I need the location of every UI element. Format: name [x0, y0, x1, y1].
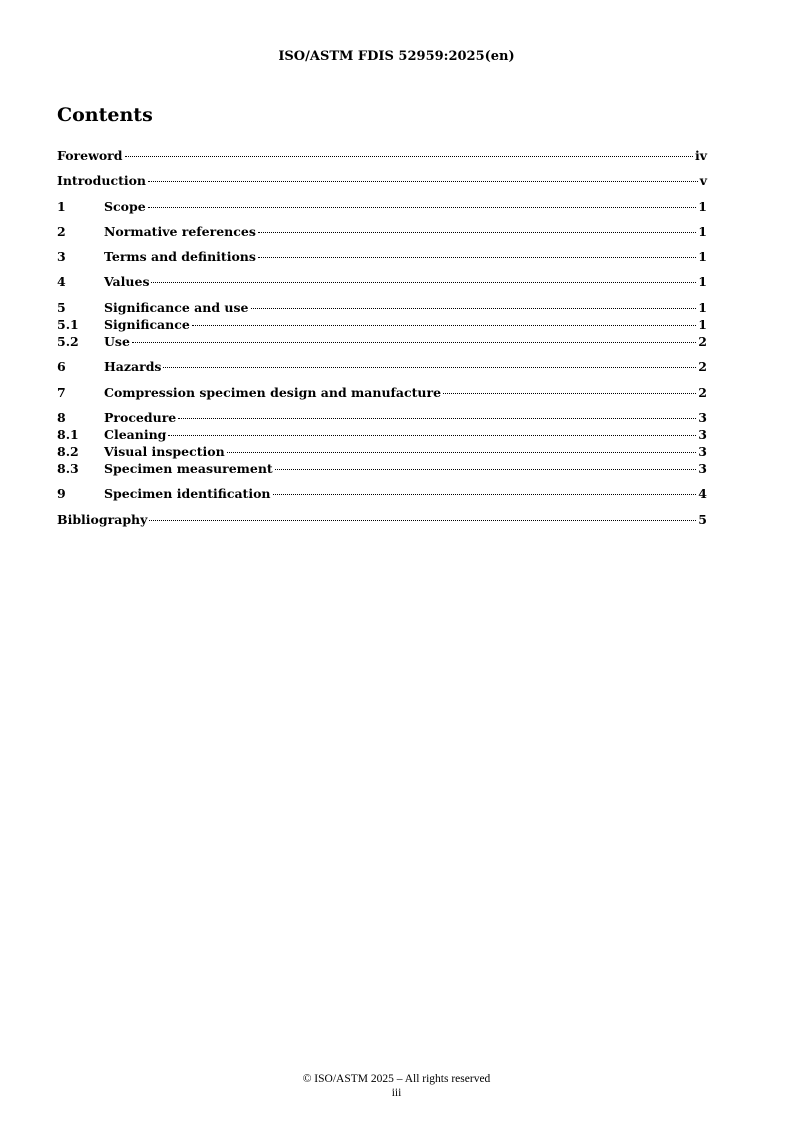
toc-entry-specimen-measurement[interactable]: [57, 460, 707, 477]
toc-entry-significance[interactable]: [57, 316, 707, 333]
toc-leader-dots: [151, 282, 696, 283]
toc-entry-compression-specimen-design[interactable]: [57, 384, 707, 401]
toc-entry-title: Introduction: [57, 173, 147, 188]
toc-entry-number: 2: [57, 224, 66, 239]
toc-entry-bibliography[interactable]: [57, 511, 707, 528]
toc-entry-page: 1: [698, 274, 707, 289]
toc-entry-title: Scope: [104, 199, 146, 214]
toc-entry-values[interactable]: [57, 273, 707, 290]
toc-leader-dots: [178, 418, 696, 419]
toc-entry-page: 1: [698, 317, 707, 332]
toc-entry-title: Normative references: [104, 224, 256, 239]
toc-leader-dots: [163, 367, 696, 368]
toc-entry-scope[interactable]: [57, 198, 707, 215]
toc-entry-title: Foreword: [57, 148, 123, 163]
toc-entry-number: 9: [57, 486, 66, 501]
toc-entry-cleaning[interactable]: [57, 426, 707, 443]
toc-entry-normative-references[interactable]: [57, 223, 707, 240]
toc-entry-number: 5.2: [57, 334, 79, 349]
toc-entry-specimen-identification[interactable]: [57, 485, 707, 502]
toc-entry-page: 3: [698, 427, 707, 442]
toc-entry-page: 5: [698, 512, 707, 527]
toc-entry-title: Specimen measurement: [104, 461, 273, 476]
toc-entry-number: 4: [57, 274, 66, 289]
toc-entry-number: 8: [57, 410, 66, 425]
toc-leader-dots: [275, 469, 697, 470]
toc-entry-page: 1: [698, 199, 707, 214]
toc-leader-dots: [132, 342, 696, 343]
document-header: ISO/ASTM FDIS 52959:2025(en): [278, 49, 515, 64]
toc-leader-dots: [251, 308, 697, 309]
toc-entry-title: Significance and use: [104, 300, 249, 315]
toc-leader-dots: [227, 452, 697, 453]
page-number: iii: [391, 1087, 402, 1099]
toc-leader-dots: [148, 207, 697, 208]
toc-entry-title: Terms and definitions: [104, 249, 256, 264]
toc-entry-hazards[interactable]: [57, 358, 707, 375]
toc-entry-title: Specimen identification: [104, 486, 271, 501]
toc-entry-title: Significance: [104, 317, 190, 332]
toc-leader-dots: [148, 181, 698, 182]
toc-entry-use[interactable]: [57, 333, 707, 350]
toc-entry-number: 8.1: [57, 427, 79, 442]
toc-leader-dots: [258, 232, 696, 233]
toc-entry-visual-inspection[interactable]: [57, 443, 707, 460]
toc-entry-number: 8.3: [57, 461, 79, 476]
toc-entry-page: 1: [698, 224, 707, 239]
toc-entry-number: 1: [57, 199, 66, 214]
toc-entry-number: 3: [57, 249, 66, 264]
page-footer: [0, 1072, 793, 1100]
toc-entry-significance-and-use[interactable]: [57, 299, 707, 316]
toc-entry-title: Values: [104, 274, 150, 289]
toc-entry-number: 8.2: [57, 444, 79, 459]
toc-leader-dots: [168, 435, 696, 436]
toc-leader-dots: [443, 393, 696, 394]
toc-leader-dots: [125, 156, 693, 157]
toc-leader-dots: [258, 257, 696, 258]
toc-entry-page: 1: [698, 300, 707, 315]
toc-entry-title: Compression specimen design and manufacture: [104, 385, 442, 400]
toc-entry-page: 2: [698, 385, 707, 400]
toc-entry-page: 2: [698, 334, 707, 349]
toc-entry-title: Visual inspection: [104, 444, 225, 459]
contents-heading: Contents: [57, 104, 153, 126]
toc-entry-page: 3: [698, 410, 707, 425]
toc-entry-page: 2: [698, 359, 707, 374]
toc-entry-title: Use: [104, 334, 130, 349]
toc-entry-page: iv: [694, 148, 707, 163]
toc-entry-page: 3: [698, 444, 707, 459]
toc-entry-number: 5.1: [57, 317, 79, 332]
toc-entry-introduction[interactable]: [57, 172, 707, 189]
toc-entry-title: Bibliography: [57, 512, 148, 527]
toc-entry-page: v: [699, 173, 707, 188]
copyright-notice: © ISO/ASTM 2025 – All rights reserved: [302, 1073, 491, 1085]
toc-entry-page: 4: [698, 486, 707, 501]
toc-entry-foreword[interactable]: [57, 147, 707, 164]
toc-entry-number: 7: [57, 385, 66, 400]
toc-leader-dots: [192, 325, 696, 326]
toc-entry-terms-and-definitions[interactable]: [57, 248, 707, 265]
toc-entry-title: Cleaning: [104, 427, 167, 442]
toc-entry-number: 5: [57, 300, 66, 315]
toc-entry-procedure[interactable]: [57, 409, 707, 426]
toc-entry-title: Procedure: [104, 410, 177, 425]
toc-entry-title: Hazards: [104, 359, 162, 374]
toc-leader-dots: [273, 494, 697, 495]
toc-entry-number: 6: [57, 359, 66, 374]
toc-leader-dots: [149, 520, 696, 521]
toc-entry-page: 1: [698, 249, 707, 264]
toc-entry-page: 3: [698, 461, 707, 476]
